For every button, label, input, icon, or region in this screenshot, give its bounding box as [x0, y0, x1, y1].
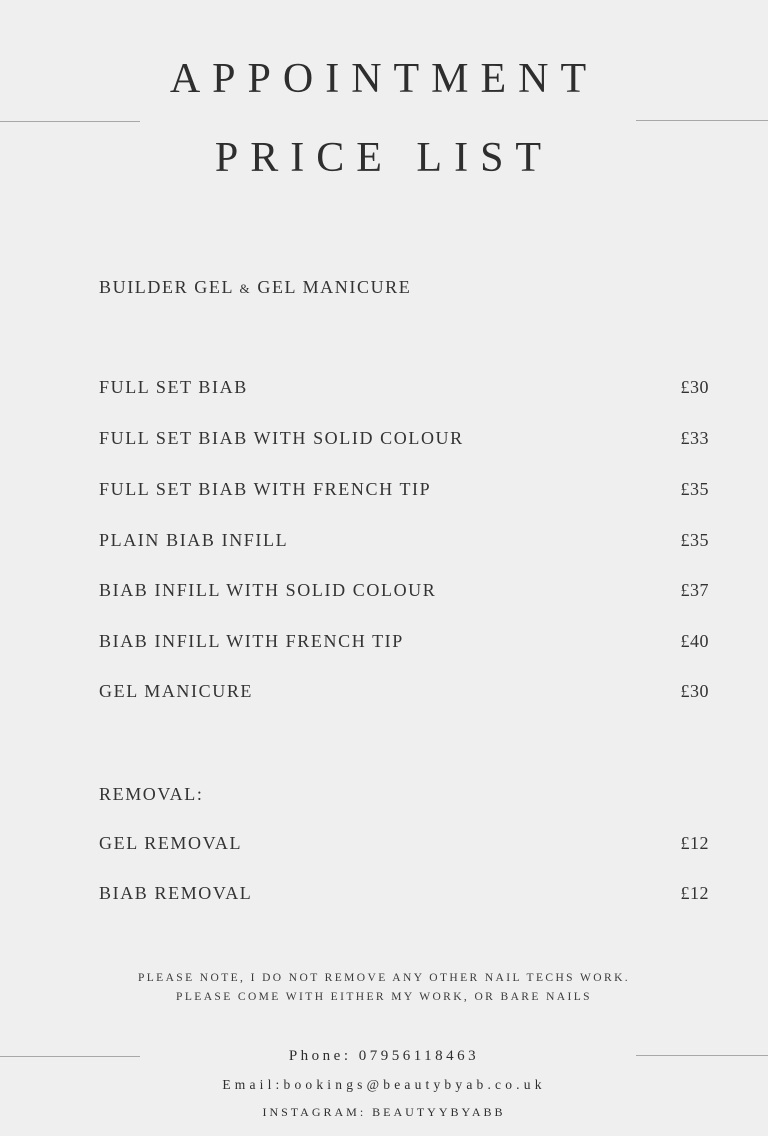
page-title-line1: APPOINTMENT — [169, 56, 599, 102]
service-price: £35 — [680, 479, 709, 499]
service-name: BIAB INFILL WITH FRENCH TIP — [99, 631, 404, 651]
service-price: £12 — [680, 833, 709, 853]
service-price: £35 — [680, 530, 709, 550]
page-title-line2: PRICE LIST — [214, 135, 554, 181]
price-row — [99, 581, 709, 605]
service-price: £12 — [680, 883, 709, 903]
section-heading-builder-gel — [99, 278, 411, 296]
price-row — [99, 884, 709, 908]
contact-phone: Phone: 07956118463 — [288, 1048, 480, 1064]
contact-email: Email:bookings@beautybyab.co.uk — [222, 1077, 546, 1092]
section-heading-ampersand: & — [239, 281, 252, 296]
header-rule-right — [636, 120, 768, 121]
price-row — [99, 682, 709, 706]
section-heading-part2: GEL MANICURE — [257, 277, 412, 297]
policy-note-line1: PLEASE NOTE, I DO NOT REMOVE ANY OTHER NAIL TECHS WORK. — [137, 972, 631, 984]
service-price: £30 — [680, 681, 709, 701]
section-heading-part1: BUILDER GEL — [99, 277, 234, 297]
service-price: £40 — [680, 631, 709, 651]
service-name: GEL MANICURE — [99, 681, 254, 701]
contact-instagram: INSTAGRAM: BEAUTYYBYABB — [262, 1105, 506, 1119]
price-row — [99, 480, 709, 504]
service-name: FULL SET BIAB WITH FRENCH TIP — [99, 479, 432, 499]
service-name: FULL SET BIAB WITH SOLID COLOUR — [99, 428, 464, 448]
service-name: FULL SET BIAB — [99, 377, 248, 397]
service-name: BIAB REMOVAL — [99, 883, 253, 903]
policy-note-line2: PLEASE COME WITH EITHER MY WORK, OR BARE NAILS — [176, 991, 592, 1003]
price-row — [99, 378, 709, 402]
service-name: BIAB INFILL WITH SOLID COLOUR — [99, 580, 437, 600]
section-heading-removal: REMOVAL: — [99, 784, 204, 804]
service-name: GEL REMOVAL — [99, 833, 243, 853]
service-price: £37 — [680, 580, 709, 600]
service-name: PLAIN BIAB INFILL — [99, 530, 289, 550]
price-row — [99, 834, 709, 858]
price-row — [99, 531, 709, 555]
header-rule-left — [0, 121, 140, 122]
price-row — [99, 632, 709, 656]
price-row — [99, 429, 709, 453]
service-price: £33 — [680, 428, 709, 448]
service-price: £30 — [680, 377, 709, 397]
